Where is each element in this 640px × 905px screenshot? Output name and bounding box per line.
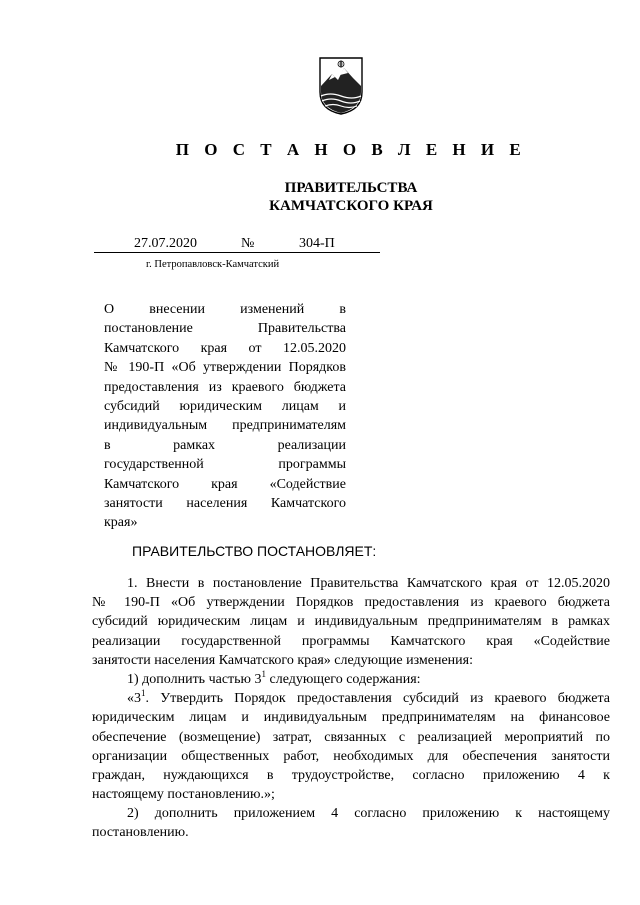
- subject-line: занятости населения Камчатского: [104, 495, 346, 511]
- body-text-fragment: . Утвердить Порядок предоставления субсидий из краевого бюджета: [145, 691, 610, 707]
- subject-line: в рамках реализации: [104, 437, 346, 453]
- subject-line: Камчатского края от 12.05.2020: [104, 340, 346, 356]
- body-line: граждан, нуждающихся в трудоустройстве, согласно приложению 4 к: [92, 767, 610, 783]
- body-line: [92, 689, 610, 708]
- subject-line: государственной программы: [104, 457, 346, 473]
- document-subject: [104, 300, 346, 533]
- body-line: реализации государственной программы Камчатского края «Содействие: [92, 633, 610, 649]
- document-body: [92, 574, 610, 843]
- body-line: № 190-П «Об утверждении Порядков предоставления из краевого бюджета: [92, 595, 610, 611]
- decree-heading: ПРАВИТЕЛЬСТВО ПОСТАНОВЛЯЕТ:: [132, 543, 377, 559]
- body-line: субсидий юридическим лицам и индивидуальным предпринимателям в рамках: [92, 614, 610, 630]
- body-text-fragment: «3: [127, 691, 141, 707]
- body-text-fragment: следующего содержания:: [266, 671, 421, 687]
- document-number: 304-П: [299, 236, 335, 251]
- number-sign: №: [241, 236, 255, 251]
- subject-line: № 190-П «Об утверждении Порядков: [104, 360, 346, 376]
- coat-of-arms-icon: [318, 56, 364, 116]
- body-line: юридическим лицам и индивидуальным предпринимателям на финансовое: [92, 710, 610, 726]
- document-date: 27.07.2020: [134, 236, 197, 251]
- registration-underline: [94, 252, 380, 253]
- issuer-line-1: ПРАВИТЕЛЬСТВА: [284, 180, 418, 196]
- subject-line: края»: [104, 515, 138, 531]
- document-title: П О С Т А Н О В Л Е Н И Е: [175, 140, 527, 159]
- body-text-fragment: 1) дополнить частью 3: [127, 671, 262, 687]
- body-line: постановлению.: [92, 825, 189, 841]
- subject-line: предоставления из краевого бюджета: [104, 379, 346, 395]
- body-line: обеспечение (возмещение) затрат, связанных с реализацией мероприятий по: [92, 729, 610, 745]
- body-line: [92, 670, 610, 689]
- subject-line: Камчатского края «Содействие: [104, 476, 346, 492]
- subject-line: О внесении изменений в: [104, 302, 346, 317]
- issuer-line-2: КАМЧАТСКОГО КРАЯ: [269, 198, 433, 214]
- subject-line: постановление Правительства: [104, 321, 346, 337]
- document-city: г. Петропавловск-Камчатский: [146, 259, 280, 270]
- subject-line: субсидий юридическим лицам и: [104, 398, 346, 414]
- superscript: 1: [261, 668, 266, 679]
- body-line: настоящему постановлению.»;: [92, 787, 275, 803]
- body-line: 1. Внести в постановление Правительства Камчатского края от 12.05.2020: [127, 576, 610, 591]
- superscript: 1: [141, 688, 146, 699]
- body-line: занятости населения Камчатского края» следующие изменения:: [92, 652, 473, 668]
- body-line: организации общественных работ, необходимых для обеспечения занятости: [92, 748, 610, 764]
- body-line: 2) дополнить приложением 4 согласно приложению к настоящему: [127, 806, 610, 822]
- subject-line: индивидуальным предпринимателям: [104, 418, 346, 434]
